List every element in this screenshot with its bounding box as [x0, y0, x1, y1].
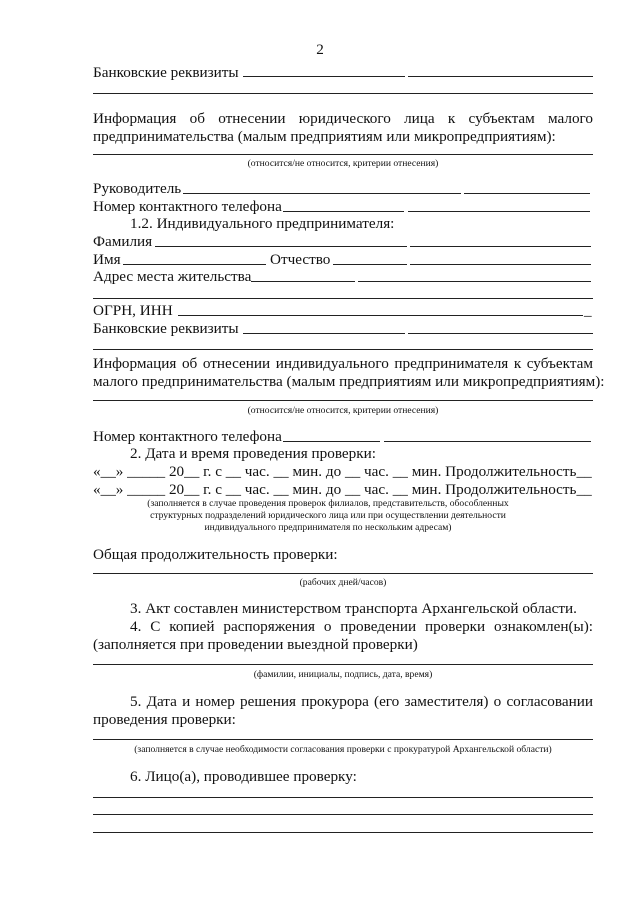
inspector-label: 6. Лицо(а), проводившее проверку:	[130, 768, 357, 785]
ogrn-trail: _	[584, 302, 592, 319]
prosecutor-line-2: проведения проверки:	[93, 711, 236, 728]
total-duration-field[interactable]	[93, 573, 593, 574]
phone-field-2[interactable]	[408, 211, 590, 212]
caption-relates: (относится/не относится, критерии отнесения)	[247, 158, 439, 169]
head-field-2[interactable]	[464, 193, 590, 194]
head-field[interactable]	[183, 193, 461, 194]
branches-note-2: структурных подразделений юридического лица или при осуществлении деятельности	[150, 510, 506, 521]
address-field[interactable]	[251, 281, 355, 282]
surname-field[interactable]	[155, 246, 407, 247]
ogrn-inn-field[interactable]	[178, 315, 583, 316]
info-legal-line-1: Информация об отнесении юридического лица к субъектам малого	[93, 110, 593, 127]
bank-details-ip-field[interactable]	[243, 333, 405, 334]
branches-note-1: (заполняется в случае проведения проверок филиалов, представительств, обособленных	[147, 498, 509, 509]
bank-details-field-2[interactable]	[408, 76, 593, 77]
surname-label: Фамилия	[93, 233, 153, 250]
bank-details-ip-field-2[interactable]	[408, 333, 593, 334]
phone-label: Номер контактного телефона	[93, 198, 282, 215]
head-label: Руководитель	[93, 180, 182, 197]
caption-work-days: (рабочих дней/часов)	[299, 577, 387, 588]
prosecutor-line-1: 5. Дата и номер решения прокурора (его заместителя) о согласовании	[130, 693, 593, 710]
name-field[interactable]	[123, 264, 266, 265]
patronymic-field-2[interactable]	[410, 264, 591, 265]
acquainted-line-1: 4. С копией распоряжения о проведении проверки ознакомлен(ы):	[130, 618, 593, 635]
acquainted-line-2: (заполняется при проведении выездной проверки)	[93, 636, 418, 653]
bank-details-label: Банковские реквизиты	[93, 64, 239, 81]
name-label: Имя	[93, 251, 121, 268]
phone-label-ip: Номер контактного телефона	[93, 428, 282, 445]
acquainted-field[interactable]	[93, 664, 593, 665]
caption-relates-ip: (относится/не относится, критерии отнесения)	[247, 405, 439, 416]
page-number: 2	[316, 41, 324, 58]
info-legal-line-2: предпринимательства (малым предприятиям или микропредприятиям):	[93, 128, 556, 145]
patronymic-label: Отчество	[270, 251, 331, 268]
bank-details-field[interactable]	[243, 76, 405, 77]
phone-field[interactable]	[283, 211, 404, 212]
act-compiled: 3. Акт составлен министерством транспорта Архангельской области.	[130, 600, 577, 617]
info-ip-line-2: малого предпринимательства (малым предприятиям или микропредприятиям):	[93, 373, 605, 390]
bank-details-ip-field-3[interactable]	[93, 349, 593, 350]
inspector-field-2[interactable]	[93, 814, 593, 815]
ogrn-inn-label: ОГРН, ИНН	[93, 302, 173, 319]
address-field-3[interactable]	[93, 298, 593, 299]
surname-field-2[interactable]	[410, 246, 591, 247]
datetime-heading: 2. Дата и время проведения проверки:	[130, 445, 376, 462]
info-legal-field[interactable]	[93, 154, 593, 155]
total-duration-label: Общая продолжительность проверки:	[93, 546, 338, 563]
time-row-1[interactable]: «__» _____ 20__ г. с __ час. __ мин. до __ час. __ мин. Продолжительность__	[93, 463, 592, 480]
prosecutor-field[interactable]	[93, 739, 593, 740]
branches-note-3: индивидуального предпринимателя по нескольким адресам)	[204, 522, 452, 533]
ip-heading: 1.2. Индивидуального предпринимателя:	[130, 215, 395, 232]
caption-prosecutor: (заполняется в случае необходимости согласования проверки с прокуратурой Архангельской области)	[134, 744, 552, 755]
inspector-field-3[interactable]	[93, 832, 593, 833]
time-row-2[interactable]: «__» _____ 20__ г. с __ час. __ мин. до __ час. __ мин. Продолжительность__	[93, 481, 592, 498]
phone-ip-field-2[interactable]	[384, 441, 591, 442]
phone-ip-field[interactable]	[283, 441, 380, 442]
address-field-2[interactable]	[358, 281, 591, 282]
info-ip-line-1: Информация об отнесении индивидуального предпринимателя к субъектам	[93, 355, 593, 372]
info-ip-field[interactable]	[93, 400, 593, 401]
caption-signature: (фамилии, инициалы, подпись, дата, время)	[253, 669, 433, 680]
address-label: Адрес места жительства	[93, 268, 252, 285]
inspector-field-1[interactable]	[93, 797, 593, 798]
bank-details-ip-label: Банковские реквизиты	[93, 320, 239, 337]
bank-details-field-3[interactable]	[93, 93, 593, 94]
patronymic-field[interactable]	[333, 264, 407, 265]
